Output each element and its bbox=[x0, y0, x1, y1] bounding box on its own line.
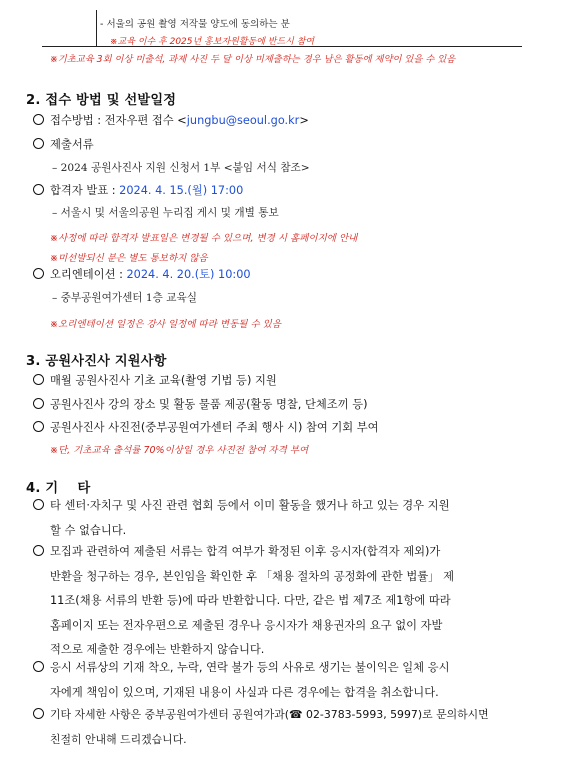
paragraph-line: 반환을 청구하는 경우, 본인임을 확인한 후 「채용 절차의 공정화에 관한 법률」 제 bbox=[50, 569, 454, 583]
etc-paragraph-4 bbox=[33, 703, 489, 752]
table-divider bbox=[96, 10, 97, 47]
paragraph-line: 적으로 제출한 경우에는 반환하지 않습니다. bbox=[50, 643, 265, 656]
email-link[interactable]: jungbu@seoul.go.kr bbox=[186, 114, 300, 127]
orient-note: ※오리엔테이션 일정은 강사 일정에 따라 변동될 수 있음 bbox=[50, 319, 281, 330]
circle-bullet-icon bbox=[33, 398, 44, 409]
table-row-text: - 서울의 공원 촬영 저작물 양도에 동의하는 분 bbox=[100, 19, 290, 30]
announce-label: 합격자 발표 : bbox=[50, 184, 120, 197]
circle-bullet-icon bbox=[33, 708, 44, 719]
announce-note-1: ※사정에 따라 합격자 발표일은 변경될 수 있으며, 변경 시 홈페이지에 안내 bbox=[50, 233, 358, 244]
paragraph-line: 응시 서류상의 기재 착오, 누락, 연락 불가 등의 사유로 생기는 불이익은 일체 응시 bbox=[50, 661, 450, 674]
support-item-text: 공원사진사 사진전(중부공원여가센터 주최 행사 시) 참여 기회 부여 bbox=[50, 421, 379, 434]
docs-label: 제출서류 bbox=[50, 138, 94, 151]
circle-bullet-icon bbox=[33, 184, 44, 195]
etc-paragraph-2 bbox=[33, 540, 454, 663]
paragraph-line: 친절히 안내해 드리겠습니다. bbox=[50, 732, 187, 746]
method-line bbox=[33, 112, 309, 128]
announce-note-2: ※미선발되신 분은 별도 통보하지 않음 bbox=[50, 253, 208, 264]
paragraph-line: 할 수 없습니다. bbox=[50, 523, 127, 537]
support-item-text: 매월 공원사진사 기초 교육(촬영 기법 등) 지원 bbox=[50, 374, 277, 387]
circle-bullet-icon bbox=[33, 499, 44, 510]
orient-date: 2024. 4. 20.(토) 10:00 bbox=[126, 268, 251, 281]
announce-date: 2024. 4. 15.(월) 17:00 bbox=[119, 184, 244, 197]
method-end: > bbox=[299, 114, 309, 127]
top-note: ※기초교육 3회 이상 미출석, 과제 사진 두 달 이상 미제출하는 경우 남은 활동에 제약이 있을 수 있음 bbox=[50, 54, 456, 65]
support-item bbox=[33, 396, 368, 412]
announce-line bbox=[33, 182, 243, 198]
docs-detail: – 2024 공원사진사 지원 신청서 1부 <붙임 서식 참조> bbox=[52, 162, 310, 174]
orient-line bbox=[33, 266, 251, 282]
circle-bullet-icon bbox=[33, 421, 44, 432]
orient-label: 오리엔테이션 : bbox=[50, 268, 127, 281]
support-item bbox=[33, 372, 277, 388]
support-item bbox=[33, 419, 379, 435]
paragraph-line: 타 센터·자치구 및 사진 관련 협회 등에서 이미 활동을 했거나 하고 있는 경우 지원 bbox=[50, 499, 450, 512]
docs-line bbox=[33, 136, 94, 152]
top-table-fragment bbox=[42, 10, 522, 47]
paragraph-line: 기타 자세한 사항은 중부공원여가센터 공원여가과(☎ 02-3783-5993, 5997)로 문의하시면 bbox=[50, 708, 489, 721]
support-note: ※단, 기초교육 출석률 70%이상일 경우 사진전 참여 자격 부여 bbox=[50, 445, 309, 456]
circle-bullet-icon bbox=[33, 114, 44, 125]
circle-bullet-icon bbox=[33, 268, 44, 279]
circle-bullet-icon bbox=[33, 545, 44, 556]
section2-title: 2. 접수 방법 및 선발일정 bbox=[26, 93, 177, 108]
paragraph-line: 홈페이지 또는 전자우편으로 제출된 경우나 응시자가 채용권자의 요구 없이 자발 bbox=[50, 618, 443, 632]
announce-detail: – 서울시 및 서울의공원 누리집 게시 및 개별 통보 bbox=[52, 207, 279, 219]
section4-title: 4. 기 타 bbox=[26, 481, 91, 496]
etc-paragraph-1 bbox=[33, 494, 450, 543]
circle-bullet-icon bbox=[33, 374, 44, 385]
paragraph-line: 11조(채용 서류의 반환 등)에 따라 반환합니다. 다만, 같은 법 제7조 제1항에 따라 bbox=[50, 594, 451, 607]
method-label: 접수방법 : 전자우편 접수 < bbox=[50, 114, 187, 127]
section3-title: 3. 공원사진사 지원사항 bbox=[26, 354, 167, 369]
paragraph-line: 자에게 책임이 있으며, 기재된 내용이 사실과 다른 경우에는 합격을 취소합니다. bbox=[50, 685, 439, 699]
orient-detail: – 중부공원여가센터 1층 교육실 bbox=[52, 292, 197, 304]
support-item-text: 공원사진사 강의 장소 및 활동 물품 제공(활동 명찰, 단체조끼 등) bbox=[50, 398, 368, 411]
table-row-note: ※교육 이수 후 2025년 홍보자원활동에 반드시 참여 bbox=[110, 37, 315, 47]
circle-bullet-icon bbox=[33, 138, 44, 149]
circle-bullet-icon bbox=[33, 661, 44, 672]
etc-paragraph-3 bbox=[33, 656, 450, 705]
paragraph-line: 모집과 관련하여 제출된 서류는 합격 여부가 확정된 이후 응시자(합격자 제외)가 bbox=[50, 545, 441, 558]
